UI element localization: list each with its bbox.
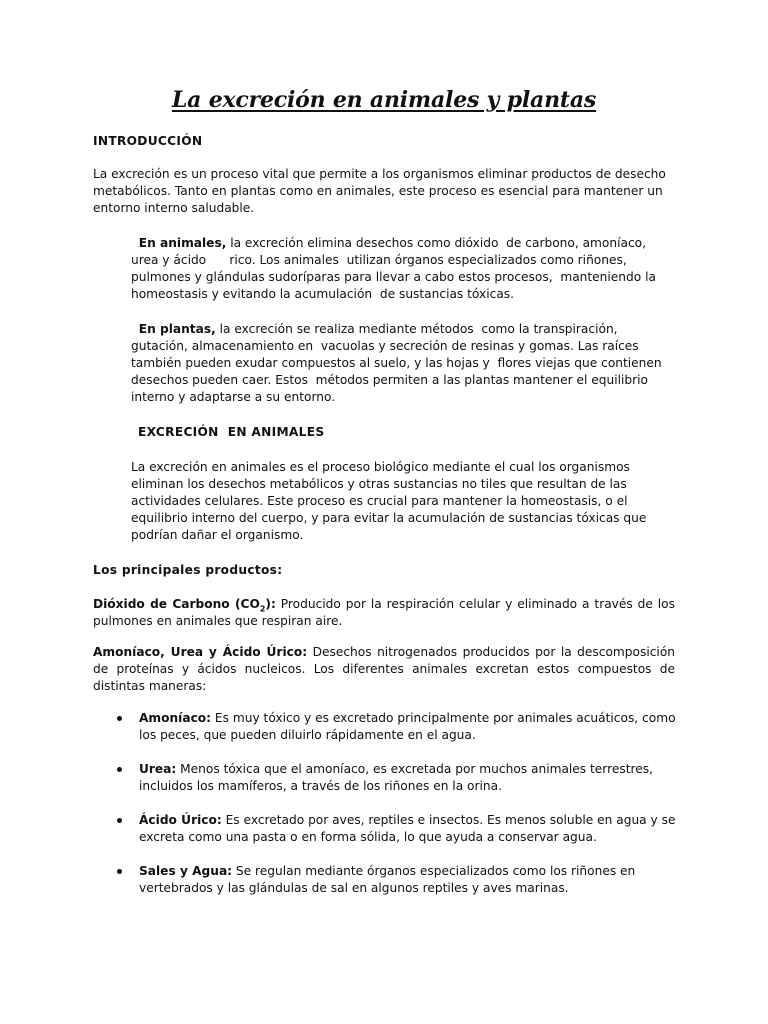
intro-heading: INTRODUCCIÓN — [93, 134, 203, 148]
products-heading: Los principales productos: — [93, 563, 283, 577]
plants-intro-lead: En plantas, — [138, 322, 216, 336]
list-item-lead: Sales y Agua: — [139, 864, 233, 878]
list-item — [93, 710, 678, 744]
list-item-text: Se regulan mediante órganos especializados como los riñones en vertebrados y las glándulas de sal en algunos reptiles y aves marinas. — [139, 864, 636, 895]
list-item — [93, 761, 678, 795]
co2-paragraph — [93, 596, 675, 630]
page-title: La excreción en animales y plantas — [171, 87, 597, 113]
list-item — [93, 812, 678, 846]
plants-intro-text: la excreción se realiza mediante métodos como la transpiración, gutación, almacenamiento en vacuolas y secreción de resinas y gomas. Las raíces también pueden exudar compuestos al suelo, y las hojas y flores viejas que contienen desechos pueden caer. Estos métodos permiten a las plantas mantener el equilibrio interno y adaptarse a su entorno. — [131, 322, 666, 404]
co2-subscript: 2 — [259, 604, 266, 614]
list-item — [93, 863, 678, 897]
animals-intro-paragraph — [131, 235, 671, 303]
bullet-icon — [117, 716, 122, 721]
list-item-lead: Urea: — [139, 762, 177, 776]
nitrogen-text: Desechos nitrogenados producidos por la descomposición de proteínas y ácidos nucleicos. Los diferentes animales excretan estos compuestos de distintas maneras: — [93, 645, 675, 693]
bullet-icon — [117, 869, 122, 874]
bullet-icon — [117, 818, 122, 823]
bullet-icon — [117, 767, 122, 772]
nitrogen-lead: Amoníaco, Urea y Ácido Úrico: — [93, 645, 308, 659]
animals-intro-text: la excreción elimina desechos como dióxido de carbono, amoníaco, urea y ácido rico. Los animales utilizan órganos especializados como riñones, pulmones y glándulas sudoríparas para llevar a cabo estos procesos, manteniendo la homeostasis y evitando la acumulación de sustancias tóxicas. — [131, 236, 660, 301]
list-item-lead: Ácido Úrico: — [139, 813, 222, 827]
co2-lead-end: ): — [265, 597, 276, 611]
list-item-text: Es excretado por aves, reptiles e insectos. Es menos soluble en agua y se excreta como una pasta o en forma sólida, lo que ayuda a conservar agua. — [139, 813, 676, 844]
list-item-text: Es muy tóxico y es excretado principalmente por animales acuáticos, como los peces, que pueden diluirlo rápidamente en el agua. — [139, 711, 676, 742]
co2-lead: Dióxido de Carbono (CO — [93, 597, 260, 611]
list-item-text: Menos tóxica que el amoníaco, es excretada por muchos animales terrestres, incluidos los mamíferos, a través de los riñones en la orina. — [139, 762, 653, 793]
excretion-products-list — [93, 710, 678, 914]
animals-section-paragraph: La excreción en animales es el proceso biológico mediante el cual los organismos eliminan los desechos metabólicos y otras sustancias no tiles que resultan de las actividades celulares. Este proceso es crucial para mantener la homeostasis, o el equilibrio interno del cuerpo, y para evitar la acumulación de sustancias tóxicas que podrían dañar el organismo. — [131, 460, 647, 542]
list-item-lead: Amoníaco: — [139, 711, 212, 725]
intro-paragraph: La excreción es un proceso vital que permite a los organismos eliminar productos de desecho metabólicos. Tanto en plantas como en animales, este proceso es esencial para mantener un entorno interno saludable. — [93, 167, 666, 215]
nitrogen-paragraph — [93, 644, 675, 695]
plants-intro-paragraph — [131, 321, 671, 406]
animals-intro-lead: En animales, — [138, 236, 227, 250]
animals-section-heading: EXCRECIÓN EN ANIMALES — [138, 425, 325, 439]
co2-text: Producido por la respiración celular y eliminado a través de los pulmones en animales que respiran aire. — [93, 597, 675, 628]
